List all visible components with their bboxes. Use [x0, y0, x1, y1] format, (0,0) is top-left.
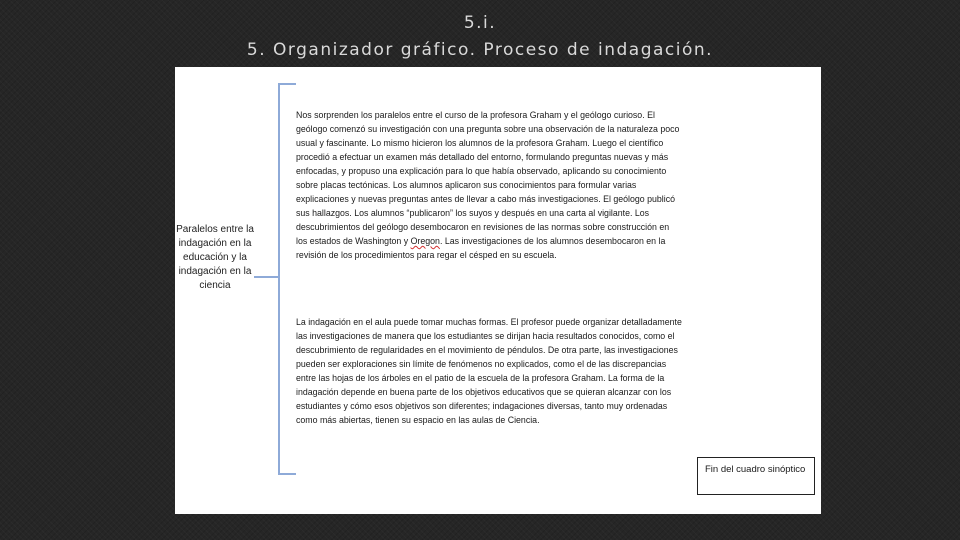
paragraph-forms-of-inquiry: La indagación en el aula puede tomar muchas formas. El profesor puede organizar detalladamente las investigaciones de manera que los estudiantes se dirijan hacia resultados conocidos, como el descubrimiento de regularidades en el movimiento de péndulos. De otra parte, las investigaciones pueden ser exploraciones sin límite de fenómenos no explicados, como el de las discrepancias entre las hojas de los árboles en el patio de la escuela de la profesora Graham. La forma de la indagación depende en buena parte de los objetivos educativos que se quieran alcanzar con los estudiantes y cómo esos objetivos son diferentes; indagaciones diversas, tanto muy ordenadas como más abiertas, tienen su espacio en las aulas de Ciencia.: [296, 317, 682, 425]
slide-title: 5. Organizador gráfico. Proceso de indagación.: [246, 40, 714, 60]
spellcheck-flagged-word: Oregon: [410, 236, 440, 246]
slide-number: 5.i.: [463, 13, 497, 33]
brace-bracket: [278, 83, 296, 475]
brace-connector: [254, 276, 278, 278]
slide-heading: [0, 12, 960, 61]
paragraph-parallels: [296, 108, 682, 262]
end-of-synoptic-table-box: Fin del cuadro sinóptico: [697, 457, 815, 495]
document-image: [175, 67, 821, 514]
paragraph-text: Nos sorprenden los paralelos entre el curso de la profesora Graham y el geólogo curioso. El geólogo comenzó su investigación con una pregunta sobre una observación de la naturaleza poco usual y fascinante. Lo mismo hicieron los alumnos de la profesora Graham. Luego el científico procedió a efectuar un examen más detallado del entorno, formulando preguntas nuevas y más enfocadas, y propuso una explicación para lo que había observado, aplicando su conocimiento sobre placas tectónicas. Los alumnos aplicaron sus conocimientos para formular varias explicaciones y nuevas preguntas antes de llevar a cabo más investigaciones. El geólogo publicó sus hallazgos. Los alumnos “publicaron” los suyos y después en una carta al vigilante. Los descubrimientos del geólogo desembocaron en revisiones de las normas sobre construcción en los estados de Washington y: [296, 110, 680, 246]
paragraph-text: . Las investigaciones de los alumnos desembocaron en la revisión de los procedimientos para regar el césped en su escuela.: [296, 236, 666, 260]
brace-side-label: Paralelos entre la indagación en la educación y la indagación en la ciencia: [176, 224, 254, 291]
